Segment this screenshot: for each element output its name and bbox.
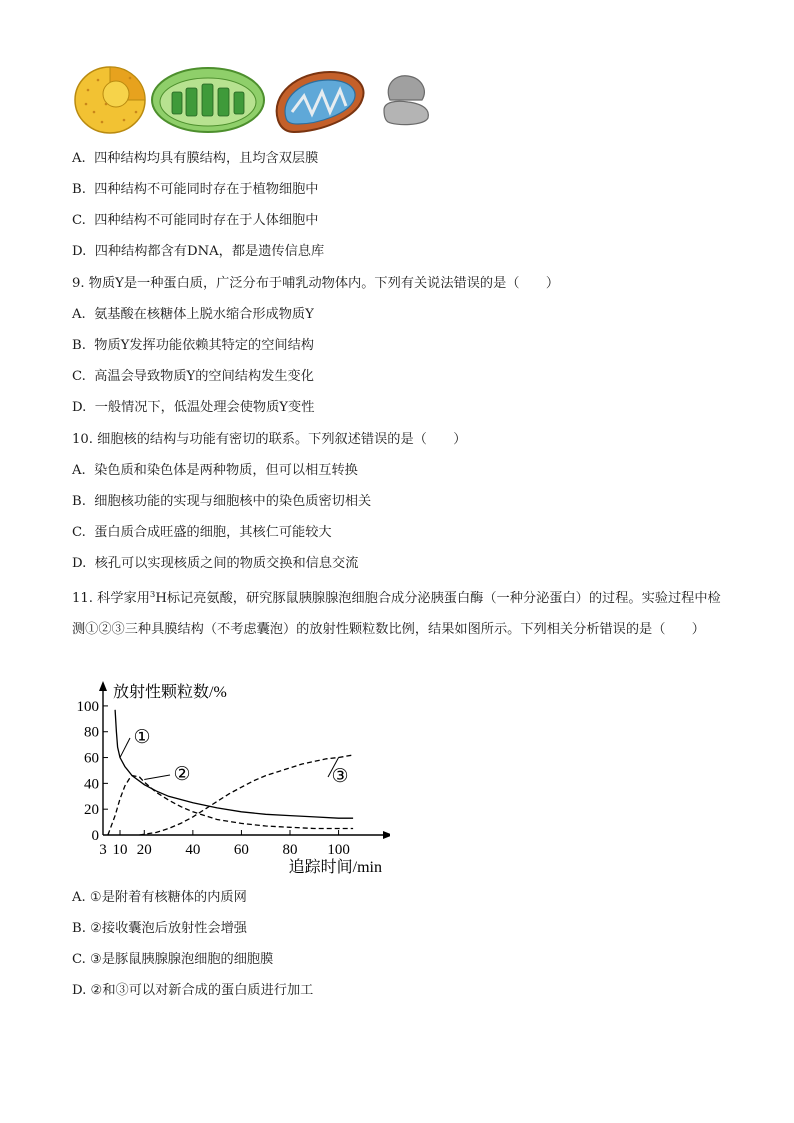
q11-option-d: D. ②和③可以对新合成的蛋白质进行加工 — [72, 983, 314, 998]
q10-stem: 10. 细胞核的结构与功能有密切的联系。下列叙述错误的是（ ） — [72, 432, 467, 447]
chart-labels — [77, 683, 383, 876]
x-axis-title: 追踪时间/min — [288, 859, 382, 876]
q9-option-a: A. 氨基酸在核糖体上脱水缩合形成物质Y — [72, 307, 314, 322]
chart-axes — [99, 681, 390, 839]
y-tick-label: 20 — [84, 802, 99, 819]
x-tick-label: 100 — [327, 842, 350, 858]
x-tick-label: 20 — [136, 842, 152, 858]
x-tick-label: 10 — [112, 842, 128, 858]
q9-option-d: D. 一般情况下，低温处理会使物质Y变性 — [72, 400, 315, 415]
y-tick-label: 80 — [84, 724, 99, 741]
q10-option-d: D. 核孔可以实现核质之间的物质交换和信息交流 — [72, 556, 359, 571]
x-tick-label: 60 — [233, 842, 249, 858]
chloroplast-icon — [152, 68, 264, 132]
y-axis-title: 放射性颗粒数/% — [113, 684, 227, 701]
series-1-curve — [115, 710, 353, 818]
series-3-label: ③ — [331, 766, 349, 787]
organelle-images — [72, 64, 442, 140]
x-tick-label: 3 — [99, 842, 107, 858]
q11-stem: 11. 科学家用$^3$H标记亮氨酸，研究豚鼠胰腺腺泡细胞合成分泌胰蛋白酶（一种分泌蛋白）的过程。实验过程中检测①②③三种具膜结构（不考虑囊泡）的放射性颗粒数比例，结果如图所示。下列相关分析错误的是（ ） — [72, 590, 721, 637]
option-a-prev: A. 四种结构均具有膜结构，且均含双层膜 — [72, 151, 319, 166]
q9-stem: 9. 物质Y是一种蛋白质，广泛分布于哺乳动物体内。下列有关说法错误的是（ ） — [72, 276, 560, 291]
q10-option-c: C. 蛋白质合成旺盛的细胞，其核仁可能较大 — [72, 525, 332, 540]
ribosome-icon — [384, 76, 428, 125]
y-tick-label: 0 — [91, 828, 99, 844]
q9-option-b: B. 物质Y发挥功能依赖其特定的空间结构 — [72, 338, 314, 353]
mitochondrion-icon — [277, 72, 364, 132]
series-2-leader — [144, 775, 170, 779]
q9-option-c: C. 高温会导致物质Y的空间结构发生变化 — [72, 369, 314, 384]
series-3-curve — [139, 755, 353, 835]
x-axis-arrow — [383, 831, 390, 839]
y-tick-label: 100 — [76, 698, 99, 715]
nucleus-icon — [75, 67, 145, 133]
x-tick-label: 80 — [282, 842, 298, 858]
option-d-prev: D. 四种结构都含有DNA，都是遗传信息库 — [72, 244, 325, 259]
y-tick-label: 60 — [84, 750, 99, 767]
x-tick-label: 40 — [185, 842, 201, 858]
y-tick-label: 40 — [84, 776, 99, 793]
radioactivity-chart — [70, 678, 390, 878]
q11-option-b: B. ②接收囊泡后放射性会增强 — [72, 921, 247, 936]
option-b-prev: B. 四种结构不可能同时存在于植物细胞中 — [72, 182, 319, 197]
q10-option-a: A. 染色质和染色体是两种物质，但可以相互转换 — [72, 463, 358, 478]
q11-option-c: C. ③是豚鼠胰腺腺泡细胞的细胞膜 — [72, 952, 274, 967]
series-2-label: ② — [173, 764, 191, 785]
q11-option-a: A. ①是附着有核糖体的内质网 — [72, 890, 247, 905]
option-c-prev: C. 四种结构不可能同时存在于人体细胞中 — [72, 213, 319, 228]
y-axis-arrow — [99, 681, 107, 691]
series-1-label: ① — [133, 727, 151, 748]
q10-option-b: B. 细胞核功能的实现与细胞核中的染色质密切相关 — [72, 494, 372, 509]
series-1-leader — [120, 738, 130, 758]
